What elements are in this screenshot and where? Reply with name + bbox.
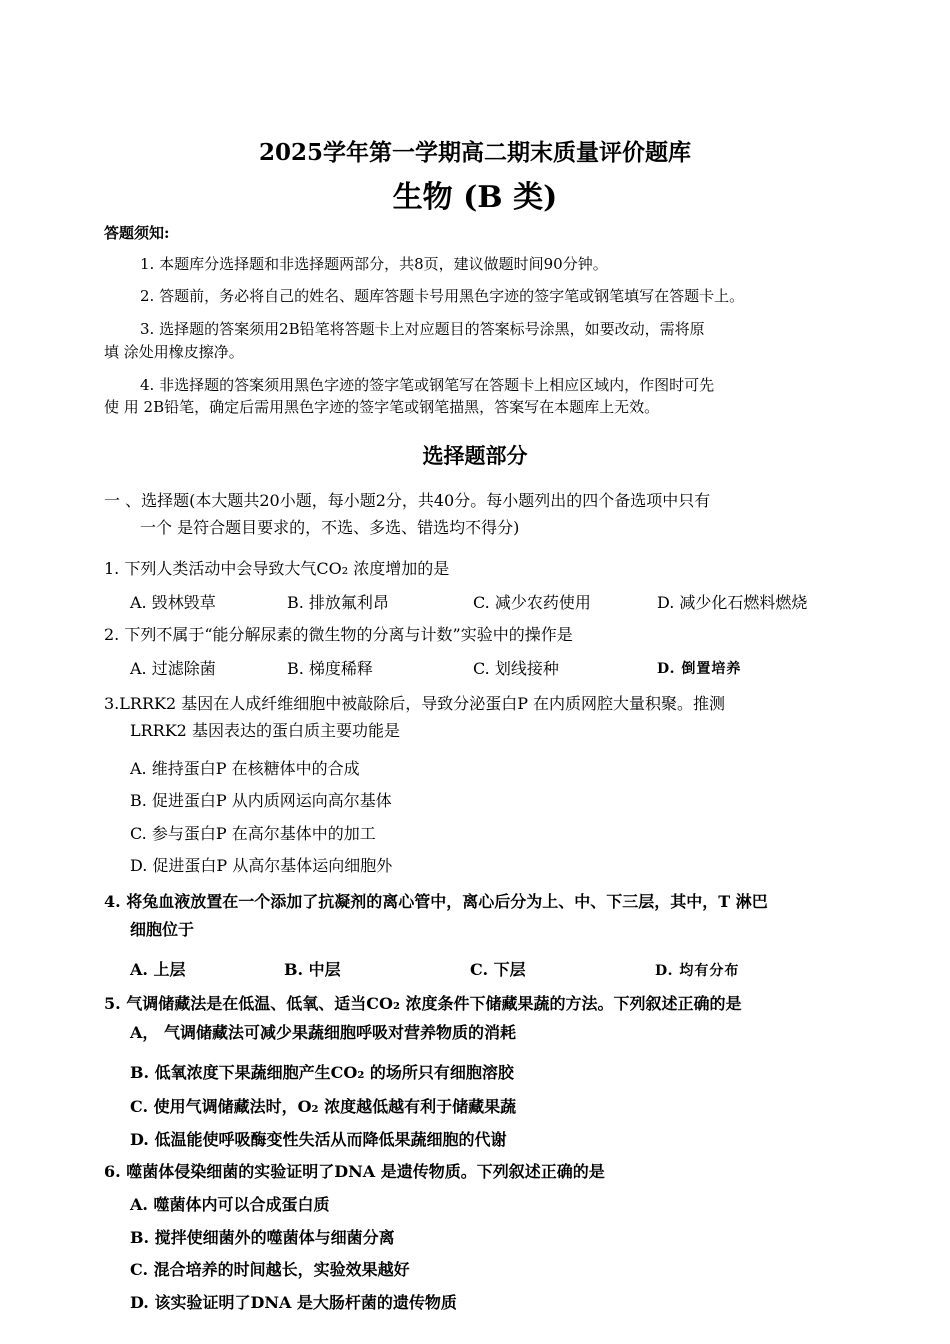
question-1-option-c: C. 减少农药使用 (473, 593, 591, 612)
page-title: 2025学年第一学期高二期末质量评价题库 (258, 139, 691, 166)
question-3-option-c: C. 参与蛋白P 在高尔基体中的加工 (130, 824, 376, 843)
question-6-option-a: A. 噬菌体内可以合成蛋白质 (130, 1195, 330, 1214)
question-6-stem: 6. 噬菌体侵染细菌的实验证明了DNA 是遗传物质。下列叙述正确的是 (104, 1162, 605, 1181)
question-3-option-d: D. 促进蛋白P 从高尔基体运向细胞外 (130, 856, 393, 875)
question-6-option-c: C. 混合培养的时间越长，实验效果越好 (130, 1260, 410, 1279)
question-1-option-b: B. 排放氟利昂 (287, 593, 389, 612)
question-4-option-d: D. 均有分布 (655, 963, 740, 979)
question-2-option-d: D. 倒置培养 (657, 661, 742, 677)
question-5-option-d: D. 低温能使呼吸酶变性失活从而降低果蔬细胞的代谢 (130, 1130, 507, 1149)
question-4-option-c: C. 下层 (470, 960, 526, 979)
question-5-stem: 5. 气调储藏法是在低温、低氧、适当CO₂ 浓度条件下储藏果蔬的方法。下列叙述正确的是 (104, 994, 742, 1013)
question-3-stem-line-2: LRRK2 基因表达的蛋白质主要功能是 (130, 721, 400, 740)
question-2-stem: 2. 下列不属于“能分解尿素的微生物的分离与计数”实验中的操作是 (104, 625, 573, 644)
notice-heading: 答题须知: (104, 224, 170, 242)
question-4-option-b: B. 中层 (284, 960, 341, 979)
section-intro-line-2: 一个 是符合题目要求的，不选、多选、错选均不得分) (140, 518, 520, 537)
question-3-stem-line-1: 3.LRRK2 基因在人成纤维细胞中被敲除后，导致分泌蛋白P 在内质网腔大量积聚。推测 (104, 694, 726, 713)
section-title: 选择题部分 (422, 443, 528, 468)
question-1-option-a: A. 毁林毁草 (130, 593, 216, 612)
notice-rule-3-line-2: 填 涂处用橡皮擦净。 (104, 343, 244, 361)
question-6-option-b: B. 搅拌使细菌外的噬菌体与细菌分离 (130, 1228, 395, 1247)
question-1-option-d: D. 减少化石燃料燃烧 (657, 593, 808, 612)
question-3-option-a: A. 维持蛋白P 在核糖体中的合成 (130, 759, 360, 778)
question-5-option-c: C. 使用气调储藏法时，O₂ 浓度越低越有利于储藏果蔬 (130, 1097, 517, 1116)
subject-title: 生物 (B 类) (392, 180, 558, 215)
notice-rule-1: 1. 本题库分选择题和非选择题两部分，共8页，建议做题时间90分钟。 (140, 255, 608, 273)
question-2-option-a: A. 过滤除菌 (130, 659, 216, 678)
question-4-option-a: A. 上层 (130, 960, 186, 979)
notice-rule-4-line-1: 4. 非选择题的答案须用黑色字迹的签字笔或钢笔写在答题卡上相应区域内，作图时可先 (140, 376, 715, 394)
question-2-option-c: C. 划线接种 (473, 659, 559, 678)
notice-rule-4-line-2: 使 用 2B铅笔，确定后需用黑色字迹的签字笔或钢笔描黑，答案写在本题库上无效。 (104, 398, 660, 416)
question-1-stem: 1. 下列人类活动中会导致大气CO₂ 浓度增加的是 (104, 559, 450, 578)
question-4-stem-line-1: 4. 将兔血液放置在一个添加了抗凝剂的离心管中，离心后分为上、中、下三层，其中，T 淋巴 (104, 892, 768, 911)
question-5-option-a: A， 气调储藏法可减少果蔬细胞呼吸对营养物质的消耗 (130, 1023, 516, 1042)
question-6-option-d: D. 该实验证明了DNA 是大肠杆菌的遗传物质 (130, 1293, 457, 1312)
section-intro-line-1: 一 、选择题(本大题共20小题，每小题2分，共40分。每小题列出的四个备选项中只有 (104, 491, 711, 510)
question-4-stem-line-2: 细胞位于 (130, 920, 195, 939)
question-3-option-b: B. 促进蛋白P 从内质网运向高尔基体 (130, 791, 392, 810)
question-5-option-b: B. 低氧浓度下果蔬细胞产生CO₂ 的场所只有细胞溶胶 (130, 1063, 514, 1082)
question-2-option-b: B. 梯度稀释 (287, 659, 373, 678)
notice-rule-3-line-1: 3. 选择题的答案须用2B铅笔将答题卡上对应题目的答案标号涂黑，如要改动，需将原 (140, 320, 705, 338)
notice-rule-2: 2. 答题前，务必将自己的姓名、题库答题卡号用黑色字迹的签字笔或钢笔填写在答题卡上。 (140, 287, 745, 305)
